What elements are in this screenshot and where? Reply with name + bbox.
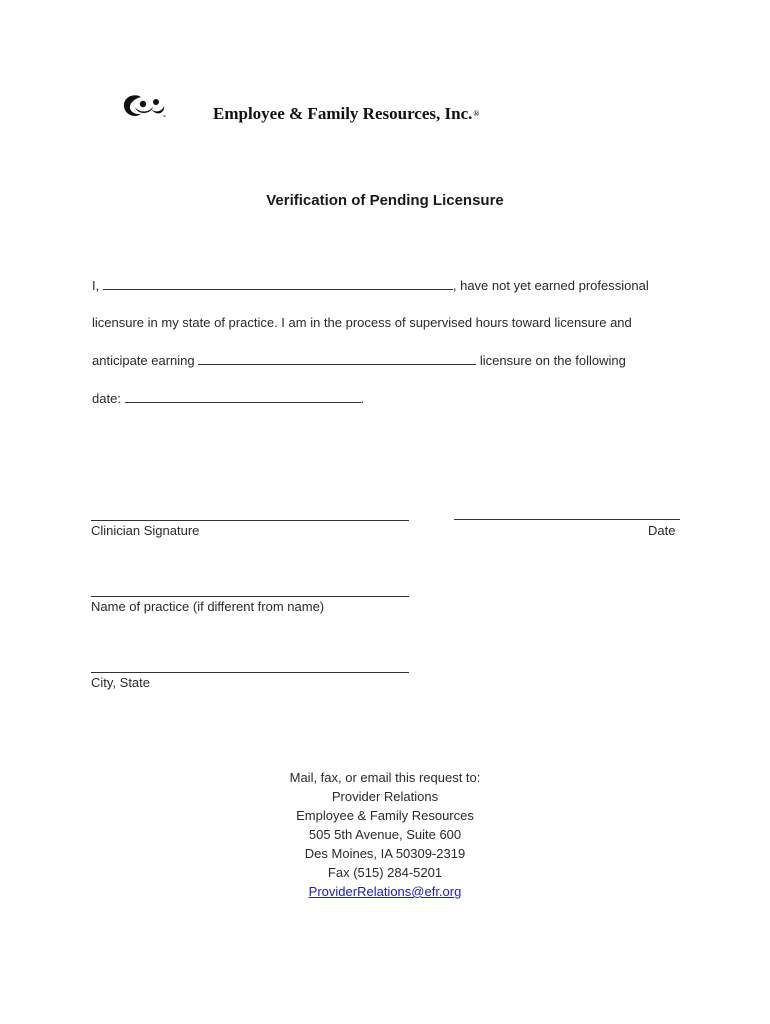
date-blank-field[interactable] [125,390,361,403]
licensure-type-blank-field[interactable] [198,352,476,365]
email-link[interactable]: ProviderRelations@efr.org [308,884,462,899]
body-line-2: licensure in my state of practice. I am in the process of supervised hours toward licensure and [92,315,632,330]
footer-instruction: Mail, fax, or email this request to: [289,770,481,785]
line3-suffix: licensure on the following [479,353,626,368]
body-line-4 [92,390,364,406]
date-line[interactable] [454,519,680,520]
line3-prefix: anticipate earning [92,353,195,368]
practice-name-line[interactable] [91,596,409,597]
line1-suffix: , have not yet earned professional [452,278,649,293]
body-line-1 [92,277,649,293]
date-label: Date [648,523,676,538]
svg-text:™: ™ [162,114,166,119]
registered-mark: ® [473,109,480,118]
line1-prefix: I, [92,278,100,293]
name-blank-field[interactable] [103,277,453,290]
city-state-line[interactable] [91,672,409,673]
footer-fax: Fax (515) 284-5201 [327,865,443,880]
footer-city: Des Moines, IA 50309-2319 [304,846,466,861]
body-line-3 [92,352,626,368]
page-title: Verification of Pending Licensure [266,192,504,209]
company-name: Employee & Family Resources, Inc.® [213,104,480,123]
clinician-signature-line[interactable] [91,520,409,521]
practice-name-label: Name of practice (if different from name) [91,599,325,614]
contact-footer [0,768,770,901]
line4-prefix: date: [92,391,121,406]
footer-company: Employee & Family Resources [296,808,474,823]
clinician-signature-label: Clinician Signature [91,523,200,538]
city-state-label: City, State [91,675,151,690]
line4-suffix: . [360,391,365,406]
footer-department: Provider Relations [331,789,439,804]
efr-logo-icon [121,92,167,120]
footer-address: 505 5th Avenue, Suite 600 [308,827,462,842]
